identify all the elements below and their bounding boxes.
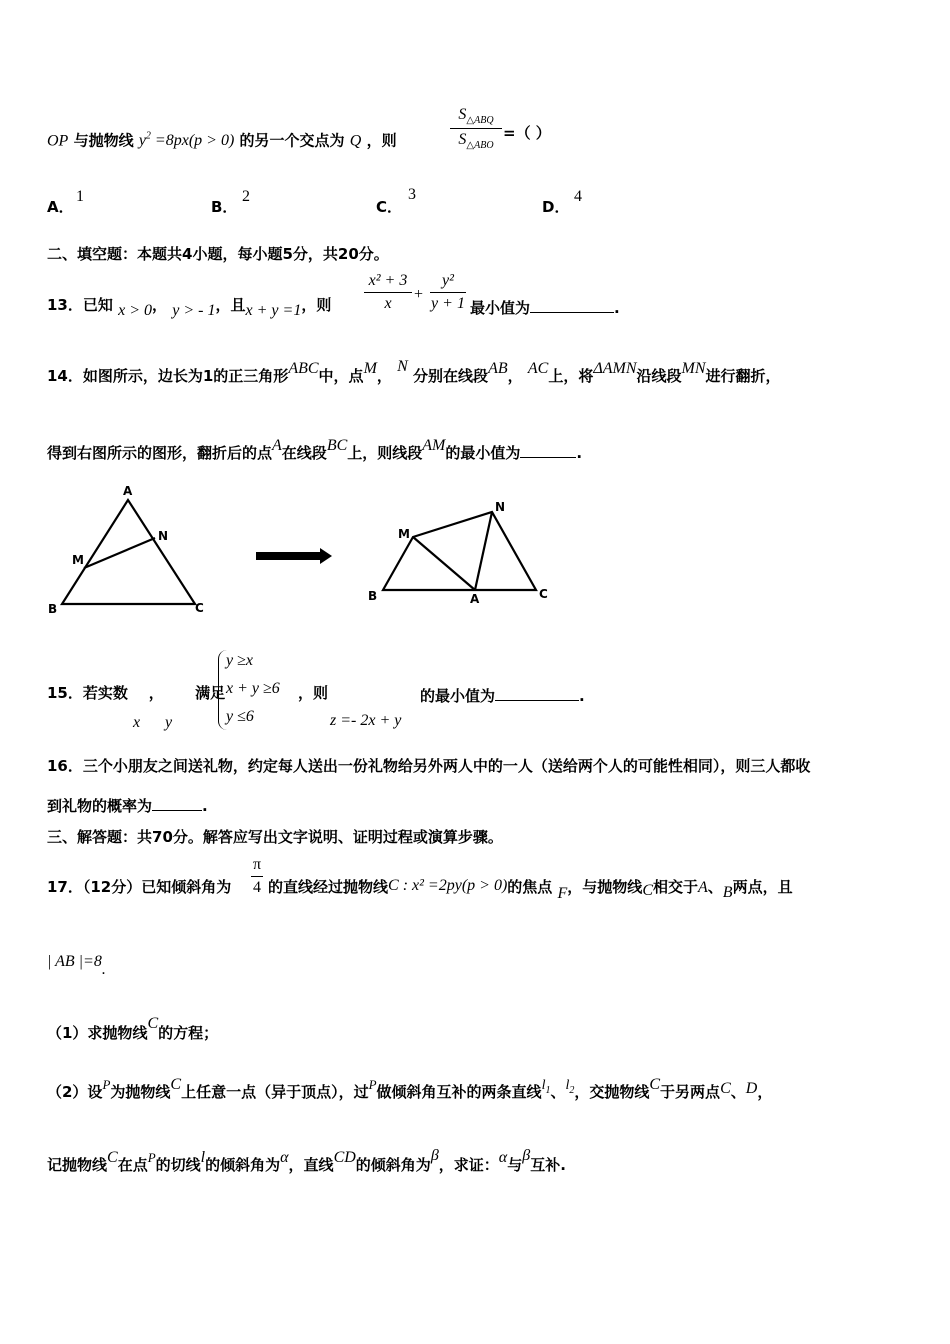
label-left-c: C [195, 601, 204, 615]
q15-var-y: y [165, 714, 173, 731]
label-right-c: C [539, 587, 548, 601]
label-left-m: M [72, 553, 84, 567]
section-3-heading: 三、解答题：共70分。解答应写出文字说明、证明过程或演算步骤。 [47, 828, 503, 846]
q15-lead: 15．若实数 ， 满足 [47, 684, 226, 702]
right-line-ma [413, 537, 475, 590]
q17-line-1: 的直线经过抛物线C : x² =2py(p > 0)的焦点 F，与抛物线C相交于A、B两点，且 [268, 877, 793, 902]
q15-var-x: x [133, 714, 141, 731]
q15-tail: 的最小值为 . [420, 687, 585, 705]
constraint-2: x + y ≥6 [226, 680, 280, 697]
answer-blank[interactable] [520, 443, 576, 458]
option-d-value: 4 [574, 188, 582, 205]
option-b: B． [211, 198, 238, 216]
option-c-value: 3 [408, 186, 416, 203]
label-right-b: B [368, 589, 378, 603]
q13-line: 13．已知 x > 0， y > - 1，且x + y =1，则 [47, 296, 332, 319]
label-left-b: B [48, 602, 58, 616]
option-c: C． [376, 198, 403, 216]
option-d: D． [542, 198, 570, 216]
option-a-value: 1 [76, 188, 84, 205]
section-2-heading: 二、填空题：本题共4小题，每小题5分，共20分。 [47, 245, 389, 263]
q17-part-2: （2）设P为抛物线C上任意一点（异于顶点），过P做倾斜角互补的两条直线$l_1$、$l_2$，交抛物线C于另两点C、D， [47, 1076, 773, 1101]
label-left-a: A [123, 484, 133, 498]
q13-fraction-1: x² + 3 x [364, 272, 412, 313]
arrow-right-icon [256, 548, 332, 564]
left-triangle [62, 500, 195, 604]
ab-length: | AB |=8. [47, 953, 106, 978]
option-b-value: 2 [242, 188, 250, 205]
q13-tail: 最小值为 . [470, 299, 620, 317]
area-ratio-fraction: $S_{\triangle ABQ}$ $S_{\triangle ABO}$ [450, 106, 502, 151]
answer-blank[interactable] [530, 298, 614, 313]
q16-line-2: 到礼物的概率为 . [47, 797, 208, 815]
q12-text3: ，则 [366, 131, 397, 150]
q-symbol: Q [349, 132, 362, 150]
objective-z: z =- 2x + y [330, 712, 402, 729]
q13-fraction-2: y² y + 1 [431, 272, 465, 312]
right-line-na [475, 512, 492, 590]
label-right-n: N [495, 500, 506, 514]
q15-then: ，则 [298, 684, 329, 702]
label-left-n: N [158, 529, 169, 543]
triangle-fold-figure [40, 480, 560, 620]
label-right-m: M [398, 527, 410, 541]
q17-lead: 17．（12分）已知倾斜角为 [47, 878, 232, 896]
answer-blank[interactable] [152, 796, 202, 811]
constraint-3: y ≤6 [226, 708, 254, 725]
answer-blank[interactable] [495, 686, 579, 701]
parabola-eq: $y^2 =8px(p > 0)$ [138, 131, 235, 150]
label-right-a: A [470, 592, 480, 606]
q13-plus: + [414, 286, 424, 303]
option-a: A． [47, 198, 74, 216]
q17-part-3: 记抛物线C在点P的切线l的倾斜角为α，直线CD的倾斜角为β，求证：α与β互补. [47, 1147, 566, 1174]
right-outline [383, 512, 536, 590]
q12-line [47, 132, 397, 149]
q17-part-1: （1）求抛物线C的方程； [47, 1015, 219, 1042]
q12-text1: 与抛物线 [73, 131, 134, 150]
op-symbol: OP [47, 132, 69, 150]
q12-text2: 的另一个交点为 [239, 131, 345, 150]
q14-line-1: 14．如图所示，边长为1的正三角形ABC中，点M， N 分别在线段AB， AC上，将ΔAMN沿线段MN进行翻折， [47, 358, 781, 385]
constraint-1: y ≥x [226, 652, 253, 669]
q14-line-2: 得到右图所示的图形，翻折后的点A在线段BC上，则线段AM的最小值为 . [47, 437, 583, 462]
q12-answer-paren: =（ ） [503, 124, 551, 142]
pi-over-4: π 4 [252, 856, 262, 896]
q16-line-1: 16．三个小朋友之间送礼物，约定每人送出一份礼物给另外两人中的一人（送给两个人的可能性相同），则三人都收 [47, 757, 811, 775]
